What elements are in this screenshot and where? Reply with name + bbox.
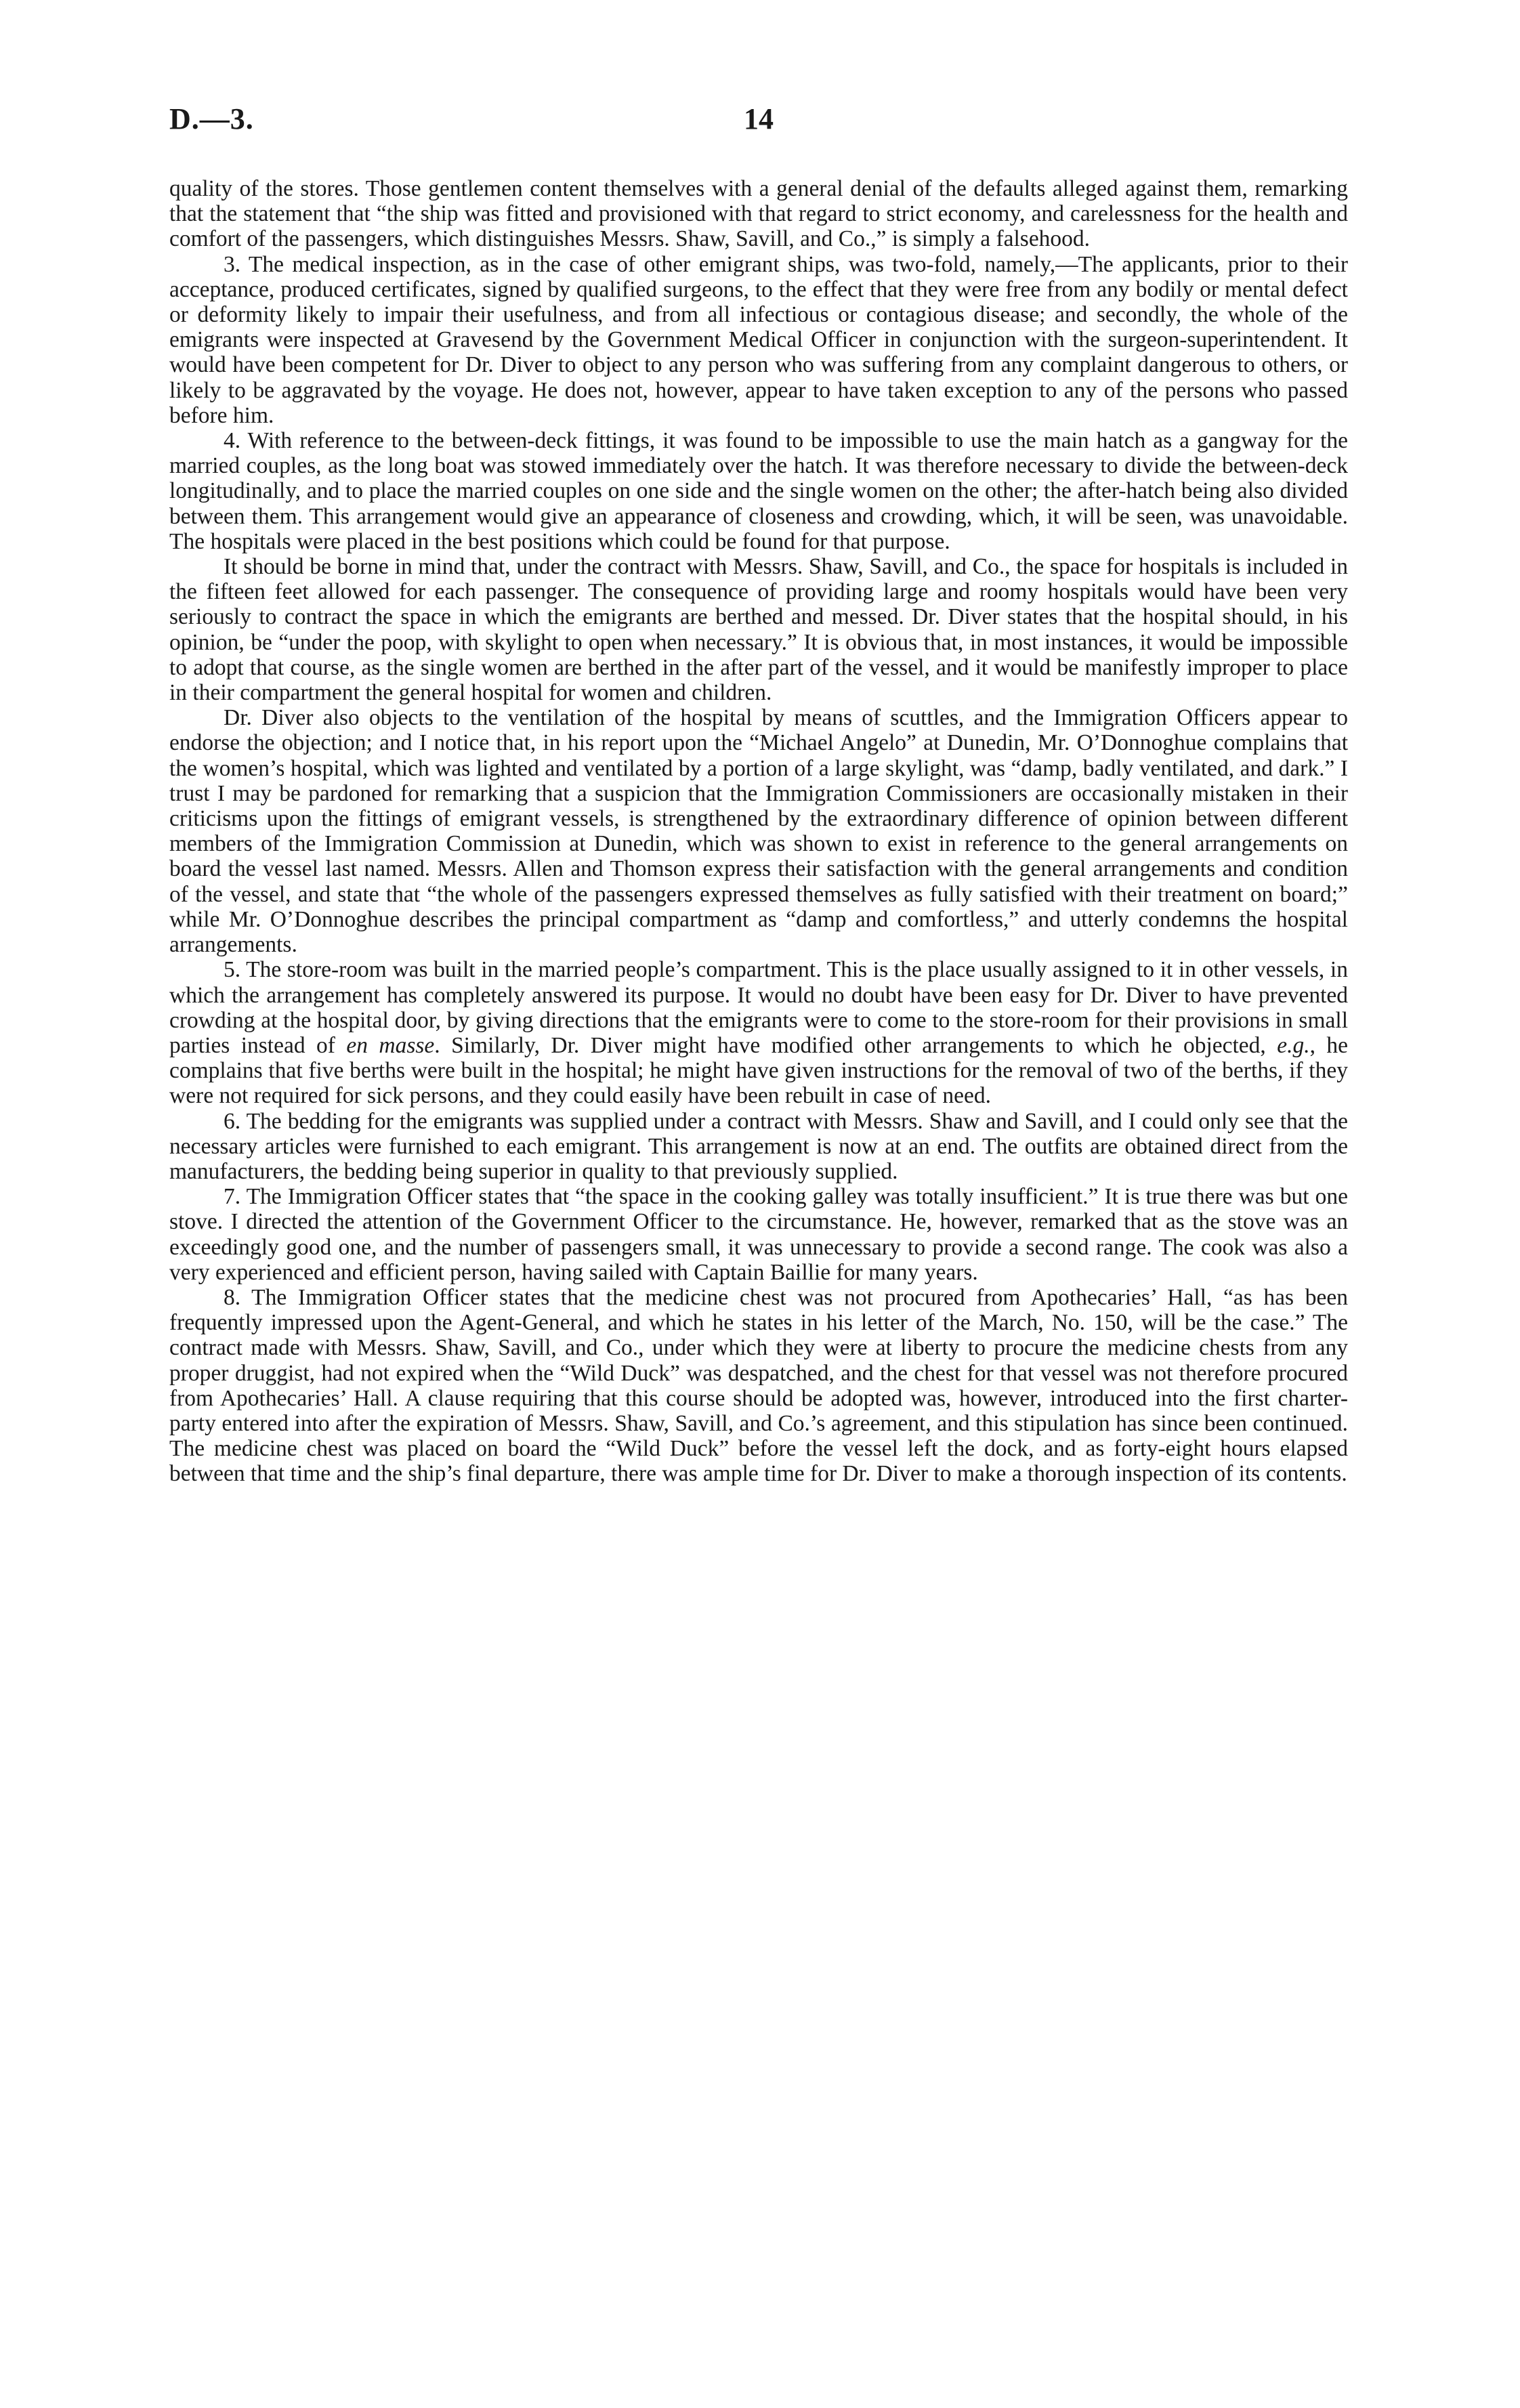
paragraph-5-store-room <box>169 957 1348 1108</box>
italic-eg: e.g. <box>1277 1032 1310 1058</box>
paragraph-5-text-after: , he complains that five berths were built in the hospital; he might have given instructions for the removal of two of the berths, if they were not required for sick persons, and they could easily have been rebuilt in case of need. <box>169 1032 1349 1109</box>
body-text <box>169 176 1348 1487</box>
page-number: 14 <box>744 102 774 135</box>
paragraph-5-text-middle: . Similarly, Dr. Diver might have modified other arrangements to which he objected, <box>434 1032 1278 1058</box>
page-header <box>169 102 1348 163</box>
document-reference: D.—3. <box>169 102 254 135</box>
italic-en-masse: en masse <box>346 1032 435 1058</box>
paragraph-continuation: quality of the stores. Those gentlemen content themselves with a general denial of the defaults alleged against them, remarking that the statement that “the ship was fitted and provisioned with that regard to strict economy, and carelessness for the health and comfort of the passengers, which distinguishes Messrs. Shaw, Savill, and Co.,” is simply a falsehood. <box>169 176 1348 252</box>
paragraph-ventilation: Dr. Diver also objects to the ventilation of the hospital by means of scuttles, and the Immigration Officers appear to endorse the objection; and I notice that, in his report upon the “Michael Angelo” at Dunedin, Mr. O’Donnoghue complains that the women’s hospital, which was lighted and ventilated by a portion of a large skylight, was “damp, badly ventilated, and dark.” I trust I may be pardoned for remarking that a suspicion that the Immigration Commissioners are occasionally mistaken in their criticisms upon the fittings of emigrant vessels, is strengthened by the extraordinary difference of opinion between different members of the Immigration Commission at Dunedin, which was shown to exist in reference to the general arrangements on board the vessel last named. Messrs. Allen and Thomson express their satisfaction with the general arrangements and condition of the vessel, and state that “the whole of the passengers expressed themselves as fully satisfied with their treatment on board;” while Mr. O’Donnoghue describes the principal compartment as “damp and comfortless,” and utterly condemns the hospital arrangements. <box>169 705 1348 958</box>
paragraph-5-text-before: 5. The store-room was built in the married people’s compartment. This is the place usually assigned to it in other vessels, in which the arrangement has completely answered its purpose. It would no doubt have been easy for Dr. Diver to have prevented crowding at the hospital door, by giving directions that the emigrants were to come to the store-room for their provisions in small parties instead of <box>169 957 1348 1058</box>
document-page <box>169 102 1348 2337</box>
paragraph-6-bedding: 6. The bedding for the emigrants was supplied under a contract with Messrs. Shaw and Savill, and I could only see that the necessary articles were furnished to each emigrant. This arrangement is now at an end. The outfits are obtained direct from the manufacturers, the bedding being superior in quality to that previously supplied. <box>169 1108 1348 1184</box>
paragraph-7-cooking-galley: 7. The Immigration Officer states that “the space in the cooking galley was totally insufficient.” It is true there was but one stove. I directed the attention of the Government Officer to the circumstance. He, however, remarked that as the stove was an exceedingly good one, and the number of passengers small, it was unnecessary to provide a second range. The cook was also a very experienced and efficient person, having sailed with Captain Baillie for many years. <box>169 1184 1348 1285</box>
paragraph-4-between-deck-fittings: 4. With reference to the between-deck fittings, it was found to be impossible to use the main hatch as a gangway for the married couples, as the long boat was stowed immediately over the hatch. It was therefore necessary to divide the between-deck longitudinally, and to place the married couples on one side and the single women on the other; the after-hatch being also divided between them. This arrangement would give an appearance of closeness and crowding, which, it will be seen, was unavoidable. The hospitals were placed in the best positions which could be found for that purpose. <box>169 428 1348 554</box>
paragraph-8-medicine-chest: 8. The Immigration Officer states that the medicine chest was not procured from Apothecaries’ Hall, “as has been frequently impressed upon the Agent-General, and which he states in his letter of the March, No. 150, will be the case.” The contract made with Messrs. Shaw, Savill, and Co., under which they were at liberty to procure the medicine chests from any proper druggist, had not expired when the “Wild Duck” was despatched, and the chest for that vessel was not therefore procured from Apothecaries’ Hall. A clause requiring that this course should be adopted was, however, introduced into the first charter-party entered into after the expiration of Messrs. Shaw, Savill, and Co.’s agreement, and this stipulation has since been continued. The medicine chest was placed on board the “Wild Duck” before the vessel left the dock, and as forty-eight hours elapsed between that time and the ship’s final departure, there was ample time for Dr. Diver to make a thorough inspection of its contents. <box>169 1284 1348 1487</box>
paragraph-hospital-space: It should be borne in mind that, under the contract with Messrs. Shaw, Savill, and Co., the space for hospitals is included in the fifteen feet allowed for each passenger. The consequence of providing large and roomy hospitals would have been very seriously to contract the space in which the emigrants are berthed and messed. Dr. Diver states that the hospital should, in his opinion, be “under the poop, with skylight to open when necessary.” It is obvious that, in most instances, it would be impossible to adopt that course, as the single women are berthed in the after part of the vessel, and it would be manifestly improper to place in their compartment the general hospital for women and children. <box>169 554 1348 706</box>
paragraph-3-medical-inspection: 3. The medical inspection, as in the case of other emigrant ships, was two-fold, namely,—The applicants, prior to their acceptance, produced certificates, signed by qualified surgeons, to the effect that they were free from any bodily or mental defect or deformity likely to impair their usefulness, and from all infectious or contagious disease; and secondly, the whole of the emigrants were inspected at Gravesend by the Government Medical Officer in conjunction with the surgeon-superintendent. It would have been competent for Dr. Diver to object to any person who was suffering from any complaint dangerous to others, or likely to be aggravated by the voyage. He does not, however, appear to have taken exception to any of the persons who passed before him. <box>169 251 1348 428</box>
